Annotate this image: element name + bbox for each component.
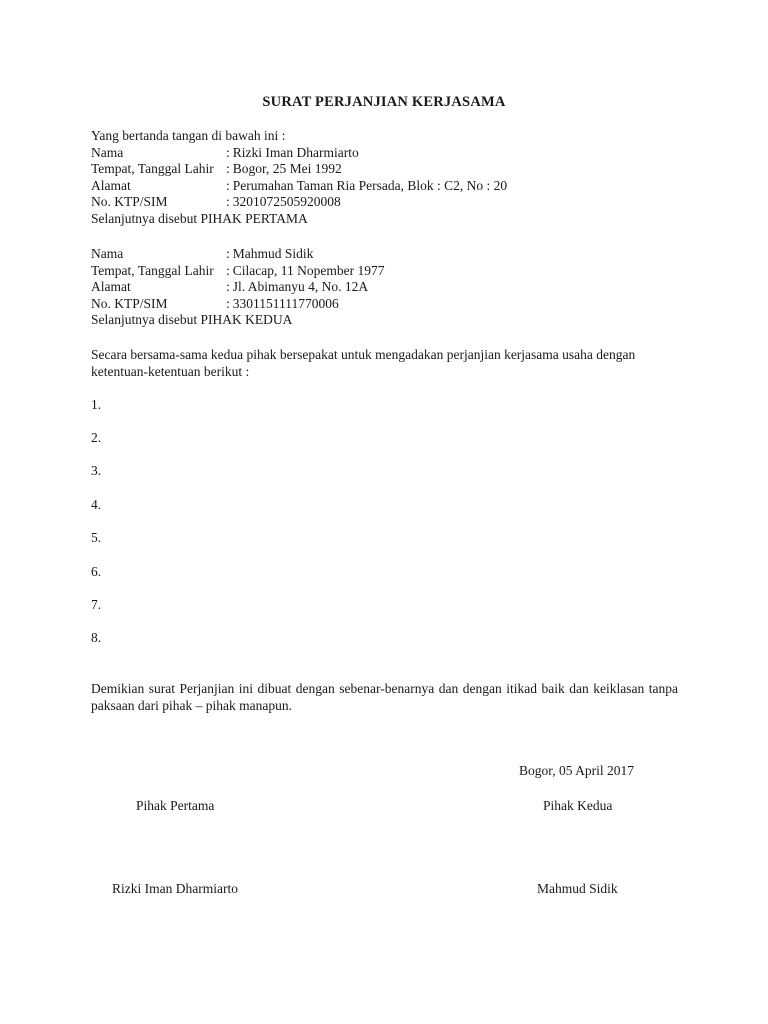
field-value: Bogor, 25 Mei 1992 (232, 161, 342, 177)
term-item: 7. (91, 597, 102, 612)
field-label: Alamat (91, 177, 131, 193)
field-value: Mahmud Sidik (232, 246, 314, 261)
term-item: 5. (91, 530, 102, 545)
party-one-section (91, 128, 691, 228)
term-item: 1. (91, 397, 102, 412)
field-value: Jl. Abimanyu 4, No. 12A (232, 279, 369, 295)
party-one-address-row (91, 178, 691, 195)
party-two-title: Pihak Kedua (543, 798, 613, 813)
term-item: 8. (91, 630, 102, 645)
field-colon: : (226, 279, 230, 295)
party-one-title: Pihak Pertama (136, 798, 215, 813)
party-two-birth-row (91, 263, 691, 280)
intro-text: Yang bertanda tangan di bawah ini : (91, 128, 286, 143)
closing-paragraph: Demikian surat Perjanjian ini dibuat dengan sebenar-benarnya dan dengan itikad baik dan keiklasan tanpa paksaan dari pihak – pihak manapun. (91, 681, 678, 713)
document-title: SURAT PERJANJIAN KERJASAMA (262, 94, 506, 110)
field-label: Alamat (91, 279, 131, 295)
field-colon: : (226, 262, 230, 278)
field-value: 3301151111770006 (232, 295, 339, 311)
term-item: 2. (91, 430, 102, 445)
field-colon: : (226, 144, 230, 160)
term-item: 4. (91, 497, 102, 512)
field-colon: : (226, 161, 230, 177)
field-label: Tempat, Tanggal Lahir (91, 161, 214, 177)
field-colon: : (226, 194, 230, 210)
field-colon: : (226, 177, 230, 193)
term-item: 3. (91, 463, 102, 478)
field-label: No. KTP/SIM (91, 194, 168, 210)
field-label: No. KTP/SIM (91, 295, 168, 311)
term-item: 6. (91, 564, 102, 579)
field-colon: : (226, 246, 230, 261)
field-value: 3201072505920008 (232, 194, 341, 210)
field-label: Nama (91, 246, 124, 261)
party-two-id-row (91, 296, 691, 313)
party-two-section (91, 246, 691, 329)
party-one-name-row (91, 145, 691, 162)
party-one-birth-row (91, 161, 691, 178)
party-one-id-row (91, 194, 691, 211)
party-two-name-row (91, 246, 691, 263)
party-one-designation: Selanjutnya disebut PIHAK PERTAMA (91, 210, 308, 226)
agreement-paragraph: Secara bersama-sama kedua pihak bersepakat untuk mengadakan perjanjian kerjasama usaha dengan ketentuan-ketentuan berikut : (91, 347, 636, 379)
field-label: Tempat, Tanggal Lahir (91, 262, 214, 278)
field-value: Perumahan Taman Ria Persada, Blok : C2, No : 20 (232, 177, 508, 193)
place-date: Bogor, 05 April 2017 (519, 763, 634, 778)
field-label: Nama (91, 144, 124, 160)
field-value: Cilacap, 11 Nopember 1977 (232, 262, 385, 278)
party-two-address-row (91, 279, 691, 296)
field-value: Rizki Iman Dharmiarto (232, 144, 359, 160)
party-one-signature-name: Rizki Iman Dharmiarto (112, 881, 238, 896)
party-two-designation: Selanjutnya disebut PIHAK KEDUA (91, 312, 293, 328)
party-two-signature-name: Mahmud Sidik (537, 881, 618, 896)
field-colon: : (226, 295, 230, 311)
